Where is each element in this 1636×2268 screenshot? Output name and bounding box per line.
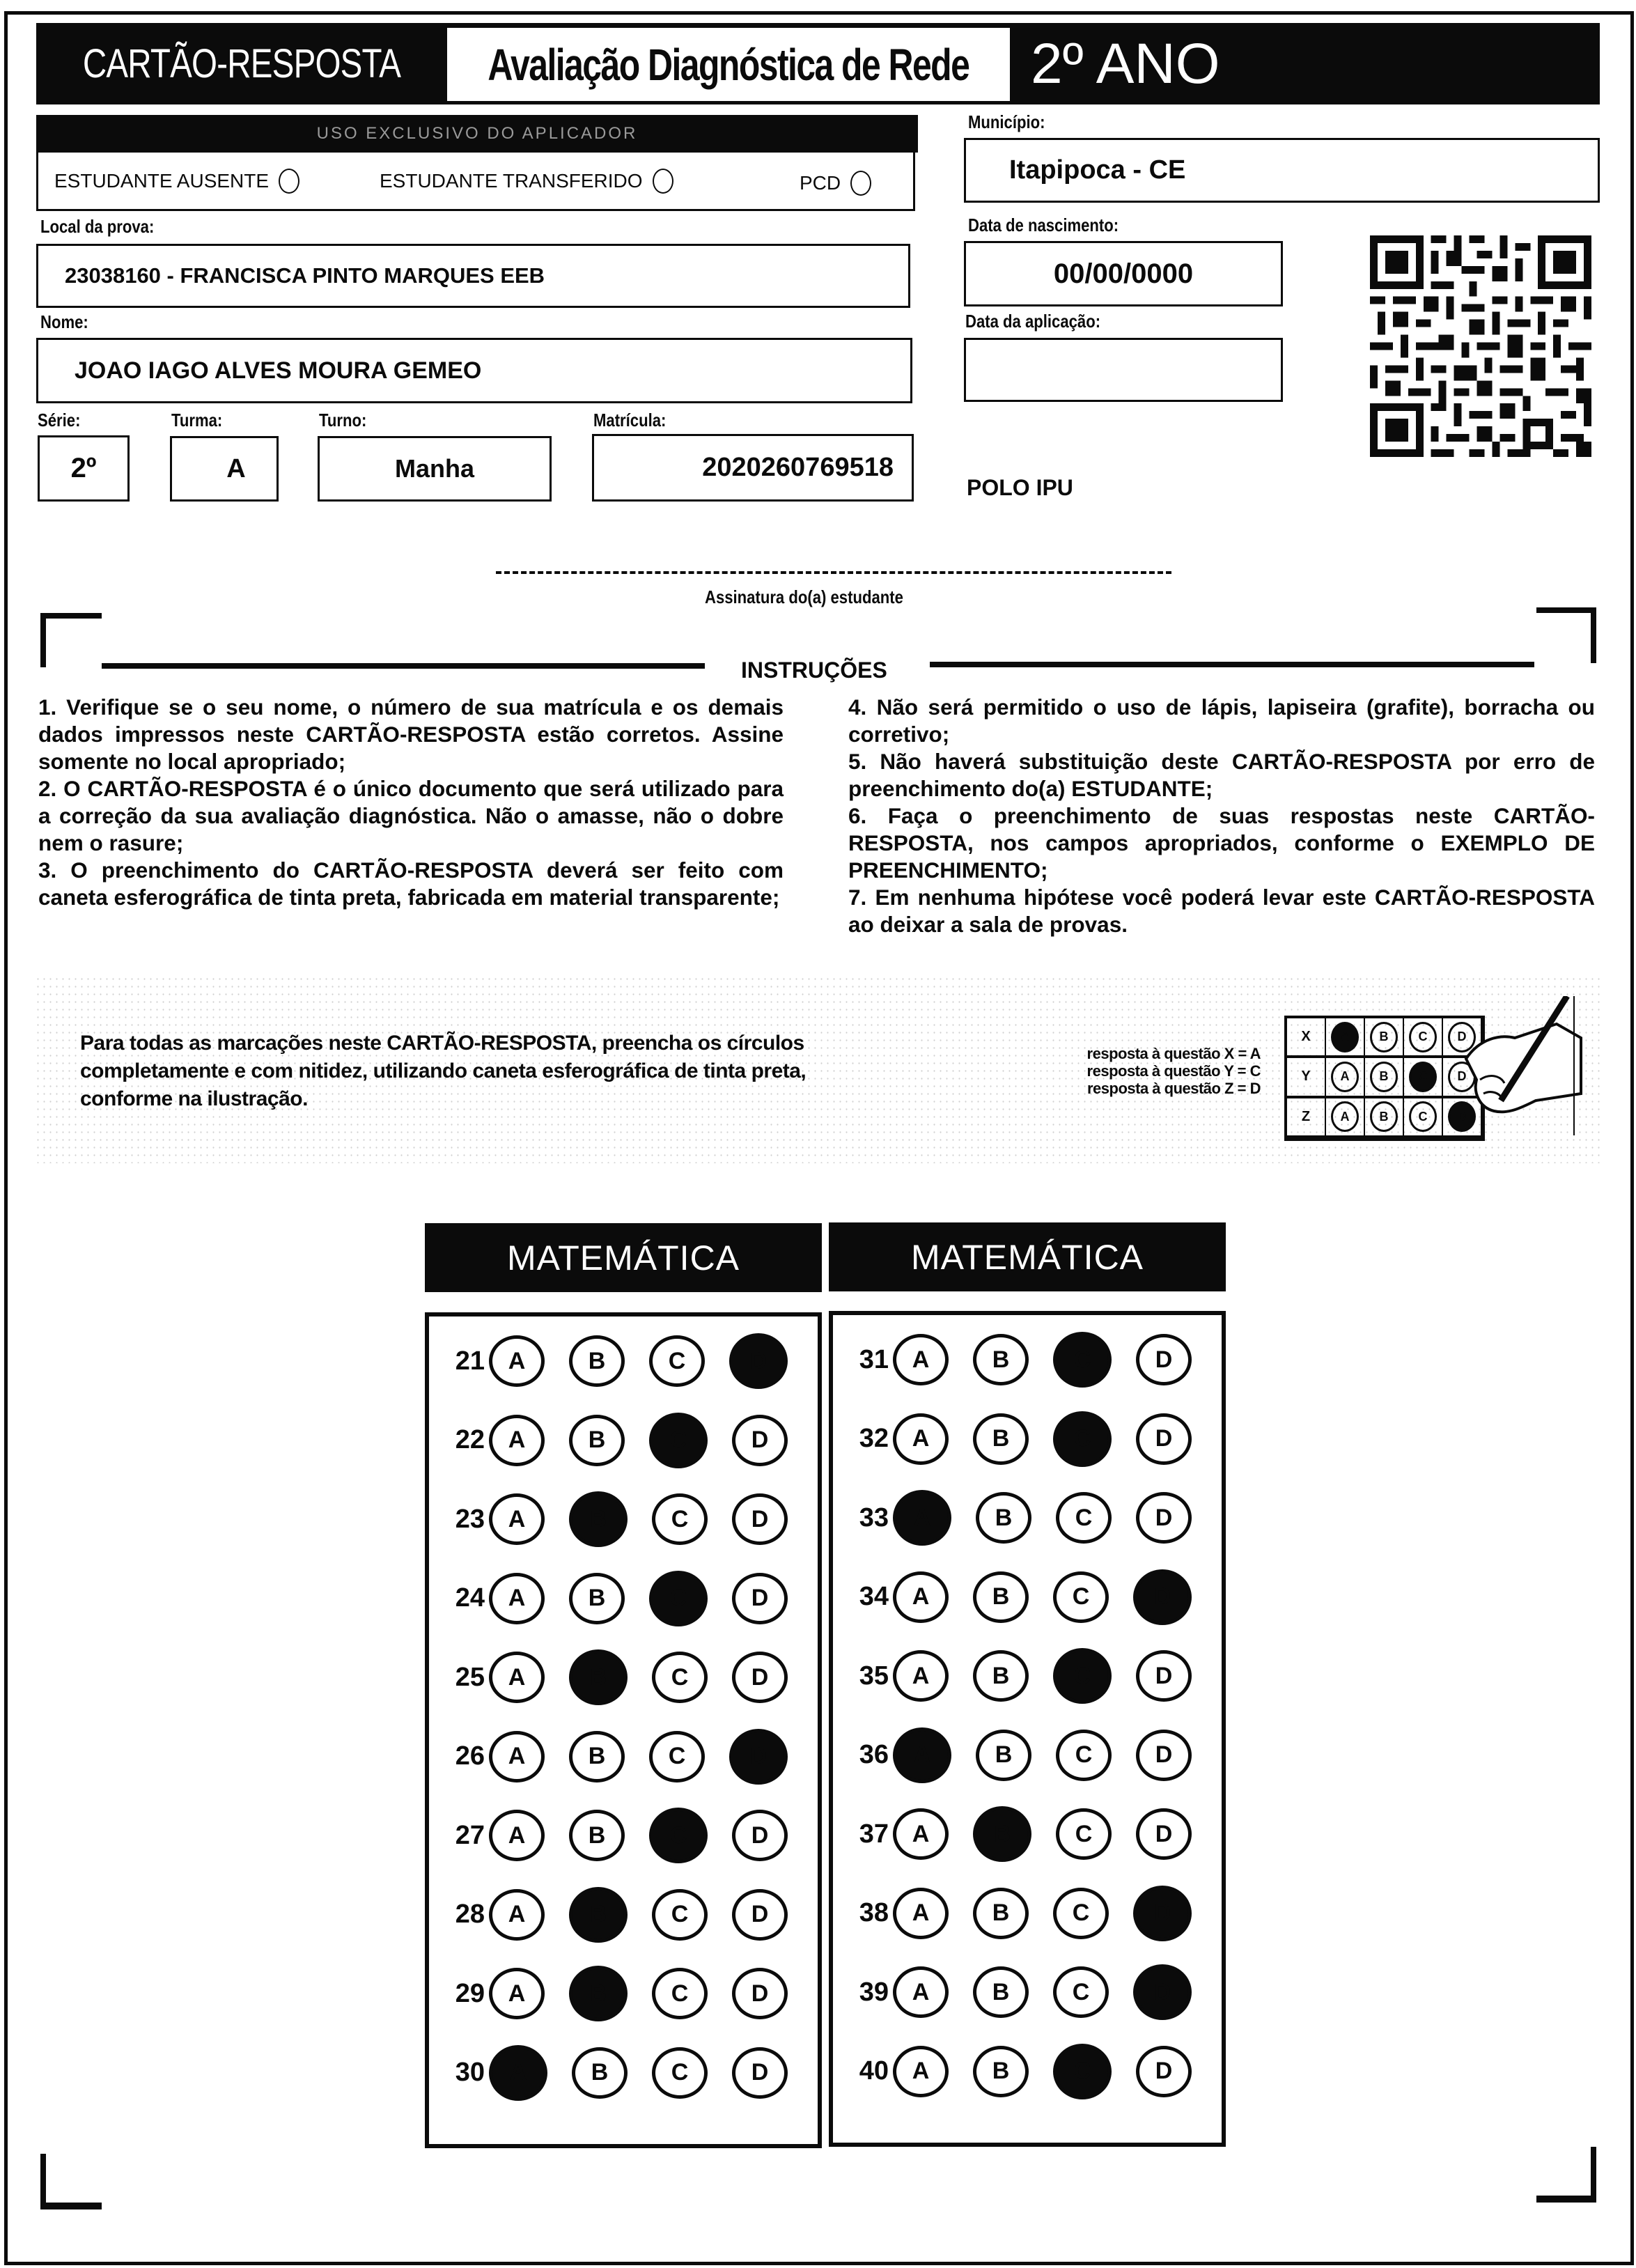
answer-bubble-c[interactable]: C: [1056, 1808, 1112, 1860]
instruction-4: 4. Não será permitido o uso de lápis, lapiseira (grafite), borracha ou corretivo;: [848, 694, 1595, 747]
example-cell: [1326, 1098, 1365, 1138]
example-bubble-d: D: [1448, 1101, 1476, 1132]
example-bubble-a: A: [1331, 1022, 1359, 1053]
example-bubble-a: A: [1331, 1062, 1359, 1092]
answer-bubble-c[interactable]: C: [652, 1889, 708, 1941]
answer-bubble-b[interactable]: B: [569, 1731, 625, 1782]
instruction-3: 3. O preenchimento do CARTÃO-RESPOSTA deverá ser feito com caneta esferográfica de tinta preta, fabricada em material transparente;: [38, 857, 784, 910]
answer-bubble-d[interactable]: D: [1133, 1886, 1192, 1941]
nascimento-label: Data de nascimento:: [968, 215, 1119, 235]
example-cell: [1326, 1058, 1365, 1098]
answer-bubble-d[interactable]: D: [729, 1333, 788, 1389]
transferred-option[interactable]: [380, 169, 673, 194]
polo-text: POLO IPU: [967, 475, 1073, 500]
answer-row: [833, 1641, 1216, 1711]
answer-row: [833, 1562, 1216, 1632]
answer-row: [429, 1642, 812, 1712]
answer-bubble-a[interactable]: A: [893, 1650, 949, 1702]
answer-row: [429, 1801, 812, 1870]
absent-option[interactable]: [54, 169, 299, 194]
aplicacao-field: [964, 338, 1283, 402]
answer-bubble-c[interactable]: C: [1053, 1888, 1109, 1939]
pcd-radio[interactable]: [850, 171, 871, 196]
answer-bubble-a[interactable]: A: [893, 1413, 949, 1465]
instructions-right: [848, 694, 1595, 938]
example-question-label: Y: [1287, 1058, 1326, 1098]
answer-bubble-b[interactable]: B: [973, 1650, 1029, 1702]
example-question-label: Z: [1287, 1098, 1326, 1138]
turno-value: Manha: [394, 454, 474, 483]
answer-bubble-b[interactable]: B: [976, 1492, 1031, 1544]
answer-bubble-a[interactable]: A: [893, 1808, 949, 1860]
example-cell: [1404, 1018, 1443, 1058]
example-bubble-c: C: [1409, 1022, 1437, 1053]
instruction-7: 7. Em nenhuma hipótese você poderá levar este CARTÃO-RESPOSTA ao deixar a sala de provas.: [848, 885, 1595, 937]
answer-bubble-b[interactable]: B: [569, 1491, 628, 1547]
answer-bubble-b[interactable]: B: [569, 1573, 625, 1624]
question-number: 31: [859, 1344, 889, 1374]
answer-row: [833, 1879, 1216, 1948]
answer-bubble-c[interactable]: C: [652, 1493, 708, 1545]
answer-row: [429, 1484, 812, 1554]
local-label: Local da prova:: [40, 216, 155, 237]
question-number: 40: [859, 2056, 889, 2086]
example-instruction: Para todas as marcações neste CARTÃO-RESPOSTA, preencha os círculos completamente e com nitidez, utilizando caneta esferográfica de tinta preta, conforme na ilustração.: [80, 1032, 807, 1110]
answer-bubble-c[interactable]: C: [1053, 2044, 1112, 2099]
question-number: 29: [455, 1978, 485, 2008]
answer-bubble-c[interactable]: C: [652, 1968, 708, 2019]
answer-bubble-d[interactable]: D: [1133, 1964, 1192, 2020]
question-number: 22: [455, 1425, 485, 1454]
question-number: 24: [455, 1583, 485, 1613]
answer-bubble-d[interactable]: D: [732, 1493, 788, 1545]
answer-bubble-c[interactable]: C: [649, 1571, 708, 1626]
applicator-title: USO EXCLUSIVO DO APLICADOR: [36, 115, 918, 153]
answer-bubble-b[interactable]: B: [973, 1571, 1029, 1623]
subject-header-1: MATEMÁTICA: [425, 1223, 822, 1292]
answer-bubble-d[interactable]: D: [729, 1729, 788, 1785]
answer-bubble-a[interactable]: A: [489, 1493, 545, 1545]
question-number: 35: [859, 1661, 889, 1691]
question-number: 26: [455, 1741, 485, 1771]
turma-value: A: [226, 453, 246, 483]
example-key: [1024, 1045, 1261, 1097]
question-number: 32: [859, 1424, 889, 1453]
example-bubble-a: A: [1331, 1101, 1359, 1132]
municipio-label: Município:: [968, 111, 1045, 132]
nascimento-field: [964, 241, 1283, 306]
municipio-value: Itapipoca - CE: [1009, 155, 1186, 185]
answer-bubble-d[interactable]: D: [732, 1415, 788, 1466]
serie-field: [38, 435, 130, 502]
answer-bubble-b[interactable]: B: [572, 2047, 628, 2099]
answer-bubble-c[interactable]: C: [649, 1413, 708, 1468]
answer-bubble-a[interactable]: A: [489, 1889, 545, 1941]
answer-bubble-c[interactable]: C: [1053, 1571, 1109, 1623]
answer-bubble-a[interactable]: A: [893, 1966, 949, 2018]
question-number: 39: [859, 1977, 889, 2007]
answer-bubble-c[interactable]: C: [649, 1731, 705, 1782]
instruction-6: 6. Faça o preenchimento de suas respostas neste CARTÃO-RESPOSTA, nos campos apropriados, conforme o EXEMPLO DE PREENCHIMENTO;: [848, 803, 1595, 883]
instructions-rule-left: [102, 663, 705, 669]
answer-bubble-b[interactable]: B: [973, 1806, 1031, 1862]
answer-bubble-a[interactable]: A: [893, 1334, 949, 1385]
signature-label: Assinatura do(a) estudante: [705, 587, 903, 607]
answer-bubble-b[interactable]: B: [973, 1334, 1029, 1385]
instruction-1: 1. Verifique se o seu nome, o número de sua matrícula e os demais dados impressos neste CARTÃO-RESPOSTA estão corretos. Assine somente no local apropriado;: [38, 694, 784, 774]
hand-pen-icon: [1452, 996, 1584, 1135]
answer-bubble-d[interactable]: D: [732, 2047, 788, 2099]
answer-row: [429, 1722, 812, 1792]
answer-bubble-a[interactable]: A: [893, 1888, 949, 1939]
answer-bubble-b[interactable]: B: [569, 1810, 625, 1861]
corner-mark-bottom-left: [40, 2154, 46, 2209]
exam-title: [447, 28, 1010, 101]
corner-mark-bottom-right: [1591, 2147, 1596, 2203]
matricula-field: [592, 434, 914, 502]
answer-bubble-d[interactable]: D: [1136, 1334, 1192, 1385]
instructions-rule-right: [930, 662, 1534, 667]
instruction-5: 5. Não haverá substituição deste CARTÃO-RESPOSTA por erro de preenchimento do(a) ESTUDANTE;: [848, 749, 1595, 801]
municipio-field: [964, 138, 1600, 203]
matricula-label: Matrícula:: [593, 410, 667, 430]
answer-row: [833, 1404, 1216, 1474]
example-cell: [1365, 1018, 1404, 1058]
example-cell: [1404, 1098, 1443, 1138]
exam-title-text: Avaliação Diagnóstica de Rede: [488, 39, 969, 90]
answer-row: [833, 1483, 1216, 1553]
answer-bubble-a[interactable]: A: [893, 2046, 949, 2097]
answer-bubble-c[interactable]: C: [1053, 1966, 1109, 2018]
question-number: 30: [455, 2058, 485, 2087]
nascimento-value: 00/00/0000: [1053, 258, 1194, 289]
transferred-label: ESTUDANTE TRANSFERIDO: [380, 170, 643, 192]
answer-bubble-b[interactable]: B: [569, 1887, 628, 1943]
answer-bubble-c[interactable]: C: [649, 1808, 708, 1863]
example-question-label: X: [1287, 1018, 1326, 1058]
answer-bubble-d[interactable]: D: [732, 1573, 788, 1624]
turno-label: Turno:: [319, 410, 367, 430]
answer-bubble-b[interactable]: B: [973, 2046, 1029, 2097]
answer-bubble-c[interactable]: C: [1053, 1411, 1112, 1467]
answer-bubble-d[interactable]: D: [1136, 1492, 1192, 1544]
answer-bubble-b[interactable]: B: [569, 1966, 628, 2021]
nome-label: Nome:: [40, 311, 88, 332]
corner-mark-bottom-right-h: [1536, 2196, 1596, 2203]
nome-field: [36, 338, 912, 403]
answer-bubble-d[interactable]: D: [1136, 1730, 1192, 1781]
answer-row: [833, 1325, 1216, 1395]
question-number: 23: [455, 1504, 485, 1534]
answer-row: [833, 1799, 1216, 1869]
question-number: 28: [455, 1900, 485, 1929]
local-field: [36, 244, 910, 308]
example-bubble-b: B: [1370, 1022, 1398, 1053]
question-number: 37: [859, 1819, 889, 1849]
answer-bubble-a[interactable]: A: [489, 1968, 545, 2019]
aplicacao-label: Data da aplicação:: [965, 311, 1101, 332]
example-cell: [1404, 1058, 1443, 1098]
instructions-heading: INSTRUÇÕES: [741, 658, 887, 683]
turma-field: [170, 436, 279, 502]
answer-bubble-c[interactable]: C: [649, 1335, 705, 1387]
answer-bubble-a[interactable]: A: [893, 1490, 951, 1546]
example-key-x: resposta à questão X = A: [1086, 1045, 1261, 1062]
answer-row: [429, 1564, 812, 1633]
answer-bubble-d[interactable]: D: [1136, 1650, 1192, 1702]
matricula-value: 2020260769518: [702, 453, 894, 482]
answer-box-2: [829, 1311, 1226, 2147]
pcd-option[interactable]: [800, 171, 871, 196]
example-key-y: resposta à questão Y = C: [1086, 1062, 1261, 1080]
example-bubble-d: D: [1448, 1022, 1476, 1053]
answer-row: [429, 1880, 812, 1950]
answer-bubble-d[interactable]: D: [1133, 1569, 1192, 1625]
example-bubble-b: B: [1370, 1062, 1398, 1092]
answer-bubble-b[interactable]: B: [973, 1888, 1029, 1939]
answer-bubble-c[interactable]: C: [1053, 1648, 1112, 1704]
local-value: 23038160 - FRANCISCA PINTO MARQUES EEB: [65, 263, 545, 288]
example-bubble-d: D: [1448, 1062, 1476, 1092]
serie-label: Série:: [38, 410, 81, 430]
example-cell: [1365, 1098, 1404, 1138]
answer-row: [429, 1406, 812, 1475]
answer-bubble-c[interactable]: C: [1053, 1332, 1112, 1388]
answer-row: [429, 1959, 812, 2028]
nome-value: JOAO IAGO ALVES MOURA GEMEO: [75, 357, 482, 384]
answer-bubble-c[interactable]: C: [652, 1652, 708, 1703]
answer-row: [429, 2038, 812, 2108]
answer-bubble-b[interactable]: B: [569, 1649, 628, 1705]
answer-bubble-d[interactable]: D: [1136, 1808, 1192, 1860]
example-bubble-b: B: [1370, 1101, 1398, 1132]
example-cell: [1365, 1058, 1404, 1098]
answer-bubble-a[interactable]: A: [489, 1810, 545, 1861]
answer-row: [833, 2037, 1216, 2106]
question-number: 27: [455, 1820, 485, 1850]
answer-bubble-d[interactable]: D: [732, 1652, 788, 1703]
answer-bubble-a[interactable]: A: [893, 1727, 951, 1783]
answer-bubble-b[interactable]: B: [569, 1415, 625, 1466]
question-number: 38: [859, 1898, 889, 1927]
example-bubble-c: C: [1409, 1101, 1437, 1132]
turno-field: [318, 436, 552, 502]
example-key-z: resposta à questão Z = D: [1086, 1080, 1261, 1097]
answer-bubble-a[interactable]: A: [893, 1571, 949, 1623]
answer-bubble-a[interactable]: A: [489, 1652, 545, 1703]
absent-label: ESTUDANTE AUSENTE: [54, 170, 270, 192]
answer-box-1: [425, 1312, 822, 2148]
answer-bubble-a[interactable]: A: [489, 1731, 545, 1782]
corner-mark-top-left-h: [40, 613, 102, 619]
subject-header-2: MATEMÁTICA: [829, 1222, 1226, 1291]
answer-bubble-a[interactable]: A: [489, 1335, 545, 1387]
example-bubble-c: C: [1409, 1062, 1437, 1092]
serie-value: 2º: [70, 453, 97, 483]
question-number: 33: [859, 1502, 889, 1532]
corner-mark-top-left: [40, 613, 46, 667]
answer-bubble-b[interactable]: B: [976, 1730, 1031, 1781]
answer-bubble-a[interactable]: A: [489, 1415, 545, 1466]
answer-bubble-d[interactable]: D: [732, 1889, 788, 1941]
answer-row: [429, 1326, 812, 1396]
answer-bubble-b[interactable]: B: [569, 1335, 625, 1387]
answer-row: [833, 1721, 1216, 1790]
answer-bubble-d[interactable]: D: [1136, 1413, 1192, 1465]
grade-title: 2º ANO: [1031, 31, 1220, 95]
answer-bubble-b[interactable]: B: [973, 1413, 1029, 1465]
corner-mark-bottom-left-h: [40, 2203, 102, 2209]
qr-code-icon: [1370, 235, 1591, 457]
answer-bubble-c[interactable]: C: [1056, 1730, 1112, 1781]
answer-bubble-d[interactable]: D: [1136, 2046, 1192, 2097]
corner-mark-top-right-h: [1536, 607, 1596, 613]
question-number: 21: [455, 1346, 485, 1376]
signature-line[interactable]: [496, 571, 1171, 574]
example-cell: [1326, 1018, 1365, 1058]
question-number: 34: [859, 1582, 889, 1611]
card-title: CARTÃO-RESPOSTA: [82, 41, 401, 86]
answer-bubble-c[interactable]: C: [1056, 1492, 1112, 1544]
instructions-left: [38, 694, 784, 911]
answer-bubble-a[interactable]: A: [489, 1573, 545, 1624]
question-number: 36: [859, 1740, 889, 1769]
turma-label: Turma:: [171, 410, 223, 430]
question-number: 25: [455, 1662, 485, 1692]
corner-mark-top-right: [1591, 607, 1596, 663]
instruction-2: 2. O CARTÃO-RESPOSTA é o único documento que será utilizado para a correção da sua avaliação diagnóstica. Não o amasse, não o dobre nem o rasure;: [38, 776, 784, 855]
transferred-radio[interactable]: [653, 169, 673, 194]
pcd-label: PCD: [800, 172, 841, 194]
answer-bubble-c[interactable]: C: [652, 2047, 708, 2099]
answer-bubble-d[interactable]: D: [732, 1810, 788, 1861]
answer-bubble-d[interactable]: D: [732, 1968, 788, 2019]
absent-radio[interactable]: [279, 169, 299, 194]
answer-row: [833, 1957, 1216, 2027]
answer-bubble-b[interactable]: B: [973, 1966, 1029, 2018]
answer-bubble-a[interactable]: A: [489, 2045, 547, 2101]
